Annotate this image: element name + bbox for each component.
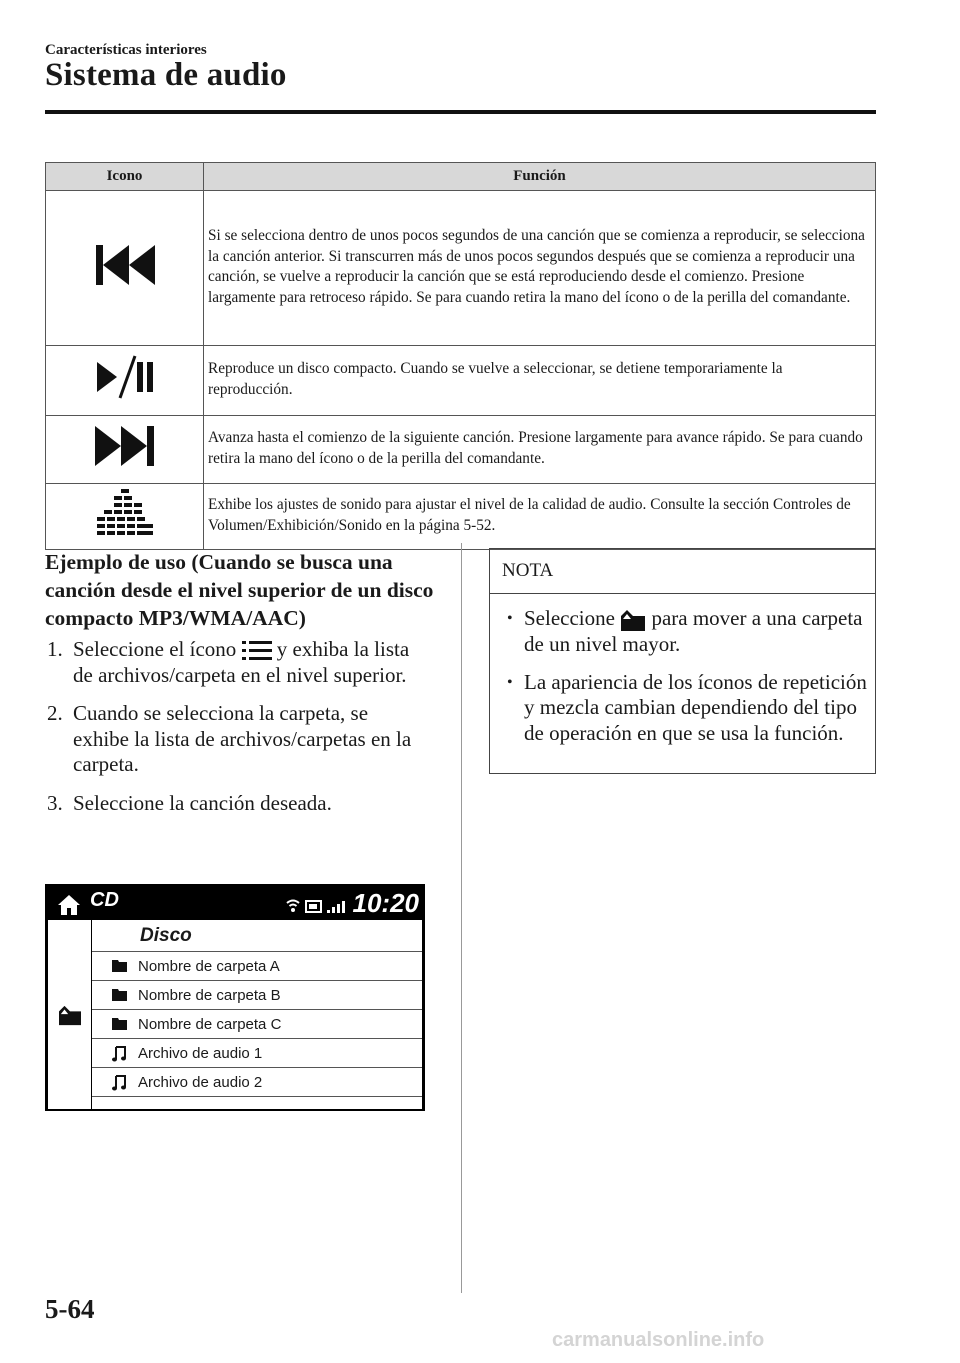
note-item <box>490 670 875 747</box>
clock: 10:20 <box>352 888 419 918</box>
step-number: 1. <box>47 637 63 661</box>
function-description: Avanza hasta el comienzo de la siguiente canción. Presione largamente para avance rápido. Se para cuando retira la mano del ícono o de la perilla del comandante. <box>204 416 876 484</box>
watermark: carmanualsonline.info <box>552 1329 765 1351</box>
home-icon[interactable] <box>57 894 81 916</box>
icon-cell <box>46 191 204 346</box>
folder-up-icon <box>620 608 646 632</box>
table-row <box>46 416 876 484</box>
function-description: Si se selecciona dentro de unos pocos segundos de una canción que se comienza a reproducir, se selecciona la canción anterior. Si transcurren más de unos pocos segundos después que se comienza a reproducir una canción, se vuelve a reproducir la canción que se está reproduciendo desde el comienzo. Presione largamente para retroceso rápido. Se para cuando retira la mano del ícono o de la perilla del comandante. <box>204 191 876 346</box>
note-list <box>490 606 875 746</box>
list-item[interactable] <box>92 952 422 981</box>
list-item[interactable] <box>92 1010 422 1039</box>
example-heading: Ejemplo de uso (Cuando se busca una canción desde el nivel superior de un disco compacto MP3/WMA/AAC) <box>45 550 434 630</box>
list-title: Disco <box>92 920 422 952</box>
status-icons <box>285 898 349 914</box>
function-description: Reproduce un disco compacto. Cuando se vuelve a seleccionar, se detiene temporariamente la reproducción. <box>204 346 876 416</box>
list-item-label: Archivo de audio 1 <box>138 1045 263 1062</box>
list-item-label: Archivo de audio 2 <box>138 1074 263 1091</box>
step-number: 2. <box>47 701 63 725</box>
folder-icon <box>112 988 127 1001</box>
page-title: Sistema de audio <box>45 57 287 93</box>
note-item <box>490 606 875 658</box>
note-text: La apariencia de los íconos de repetición y mezcla cambian dependiendo del tipo de operación en que se usa la función. <box>524 669 867 745</box>
next-track-icon <box>94 425 156 467</box>
step-item <box>45 637 425 688</box>
function-table <box>45 162 876 550</box>
icon-cell <box>46 416 204 484</box>
table-row <box>46 346 876 416</box>
section-label: Características interiores <box>45 42 207 58</box>
list-item[interactable] <box>92 981 422 1010</box>
screen-left-panel <box>48 920 91 1109</box>
table-row <box>46 191 876 346</box>
step-item <box>45 701 425 778</box>
folder-icon <box>112 1017 127 1030</box>
music-note-icon <box>112 1046 126 1062</box>
note-text: para mover a una carpeta de un nivel mayor. <box>524 606 863 657</box>
note-title: NOTA <box>490 549 875 594</box>
play-pause-icon <box>93 354 157 400</box>
list-icon <box>242 640 272 662</box>
title-rule <box>45 110 876 114</box>
cd-screen <box>45 884 425 1111</box>
steps-list <box>45 637 425 829</box>
step-item <box>45 791 425 817</box>
sound-settings-icon <box>97 489 153 537</box>
step-text: y exhiba la lista de archivos/carpeta en el nivel superior. <box>73 637 410 687</box>
step-text: Seleccione la canción deseada. <box>73 790 332 815</box>
list-item-label: Nombre de carpeta A <box>138 958 280 975</box>
step-number: 3. <box>47 790 63 815</box>
file-list <box>92 920 422 1109</box>
music-note-icon <box>112 1075 126 1091</box>
table-header-row <box>46 163 876 191</box>
icon-cell <box>46 346 204 416</box>
table-row <box>46 484 876 550</box>
step-text: Cuando se selecciona la carpeta, se exhibe la lista de archivos/carpetas en la carpeta. <box>73 701 412 776</box>
column-header-icon: Icono <box>46 163 204 191</box>
screen-status-bar <box>45 884 425 924</box>
list-item-label: Nombre de carpeta B <box>138 987 281 1004</box>
folder-icon <box>112 959 127 972</box>
note-text: Seleccione <box>524 606 615 630</box>
column-header-function: Función <box>204 163 876 191</box>
list-item[interactable] <box>92 1068 422 1097</box>
icon-cell <box>46 484 204 550</box>
function-description: Exhibe los ajustes de sonido para ajustar el nivel de la calidad de audio. Consulte la sección Controles de Volumen/Exhibición/Sonido en la página 5-52. <box>204 484 876 550</box>
column-divider <box>461 543 462 1293</box>
list-item-label: Nombre de carpeta C <box>138 1016 282 1033</box>
note-box <box>489 548 876 774</box>
source-label: CD <box>90 889 119 911</box>
list-item[interactable] <box>92 1039 422 1068</box>
folder-up-icon[interactable] <box>58 1004 82 1026</box>
previous-track-icon <box>94 244 156 286</box>
page-number: 5-64 <box>45 1294 95 1324</box>
step-text: Seleccione el ícono <box>73 637 237 661</box>
